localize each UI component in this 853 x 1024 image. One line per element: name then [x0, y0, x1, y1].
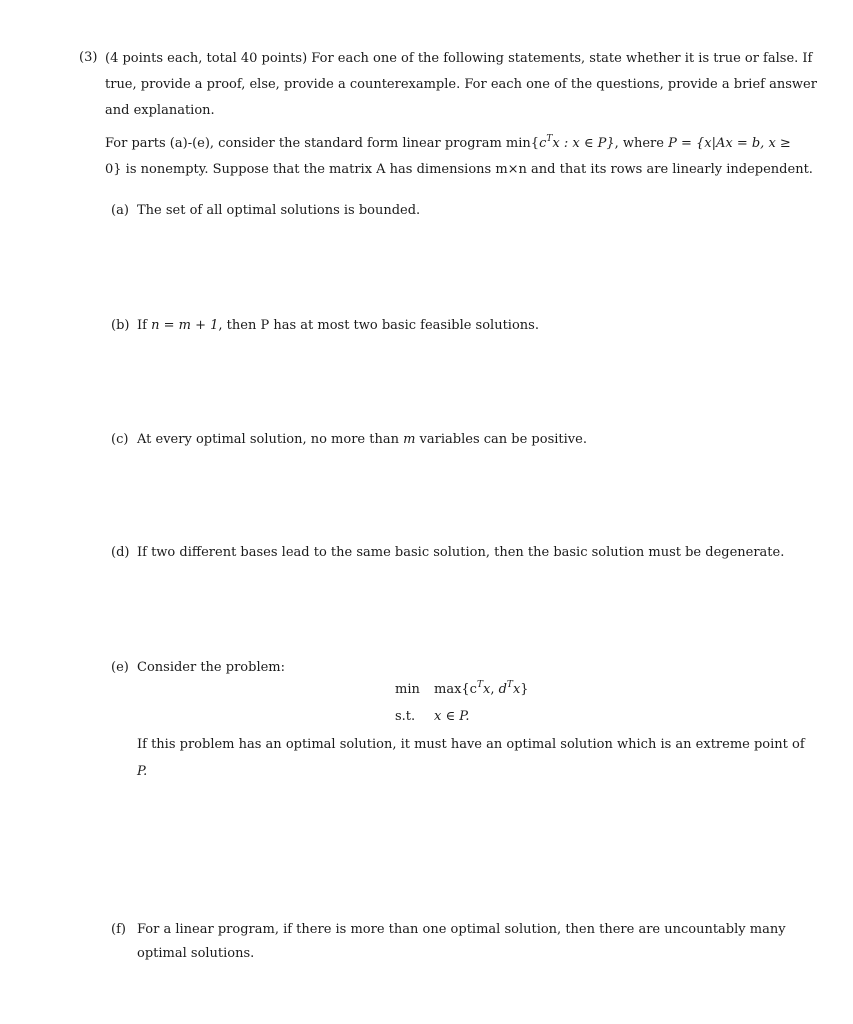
intro-line-2: 0} is nonempty. Suppose that the matrix A has dimensions m×n and that its rows are linearly independent.: [105, 162, 813, 177]
part-b-pre: If: [137, 318, 152, 333]
part-f-text-line-1: For a linear program, if there is more than one optimal solution, then there are uncountably many: [137, 922, 786, 937]
intro-line-1: [105, 131, 795, 157]
problem-number: (3): [79, 50, 98, 65]
part-b-label: (b): [111, 318, 130, 333]
part-b-post: , then P has at most two basic feasible solutions.: [218, 318, 539, 333]
math-polyhedron-def: P = {x|Ax = b, x ≥: [668, 136, 791, 151]
problem-header-line-3: and explanation.: [105, 103, 215, 118]
part-d-text: If two different bases lead to the same basic solution, then the basic solution must be degenerate.: [137, 545, 785, 560]
intro-line-1-where: , where: [614, 136, 669, 151]
problem-header-line-2: true, provide a proof, else, provide a counterexample. For each one of the questions, provide a brief answer: [105, 77, 817, 92]
part-c-math: m: [403, 432, 416, 447]
part-c-text: [137, 430, 587, 450]
optimization-objective: $\max\{c^Tx$, $d^Tx$}: [434, 680, 529, 697]
part-e-note-line-2: P.: [137, 764, 148, 779]
part-b-text: [137, 316, 539, 336]
part-f-text-line-2: optimal solutions.: [137, 946, 255, 961]
part-a-label: (a): [111, 203, 129, 218]
part-b-math: n = m + 1: [151, 318, 219, 333]
part-f-label: (f): [111, 922, 126, 937]
part-a-text: The set of all optimal solutions is bounded.: [137, 203, 421, 218]
part-e-note-line-1: If this problem has an optimal solution, it must have an optimal solution which is an extreme point of: [137, 737, 805, 752]
part-c-post: variables can be positive.: [415, 432, 587, 447]
part-d-label: (d): [111, 545, 130, 560]
problem-header-line-1: (4 points each, total 40 points) For each one of the following statements, state whether it is true or false. If: [105, 51, 813, 66]
part-c-pre: At every optimal solution, no more than: [137, 432, 404, 447]
part-e-label: (e): [111, 660, 129, 675]
optimization-min-label: min: [395, 682, 420, 697]
part-e-text: Consider the problem:: [137, 660, 286, 675]
optimization-constraint: x ∈ P.: [434, 709, 470, 724]
optimization-st-label: s.t.: [395, 709, 416, 724]
intro-line-1-start: For parts (a)-(e), consider the standard form linear program min{: [105, 136, 540, 151]
math-objective: $c^Tx$ : x ∈ P}: [539, 134, 615, 151]
part-c-label: (c): [111, 432, 129, 447]
